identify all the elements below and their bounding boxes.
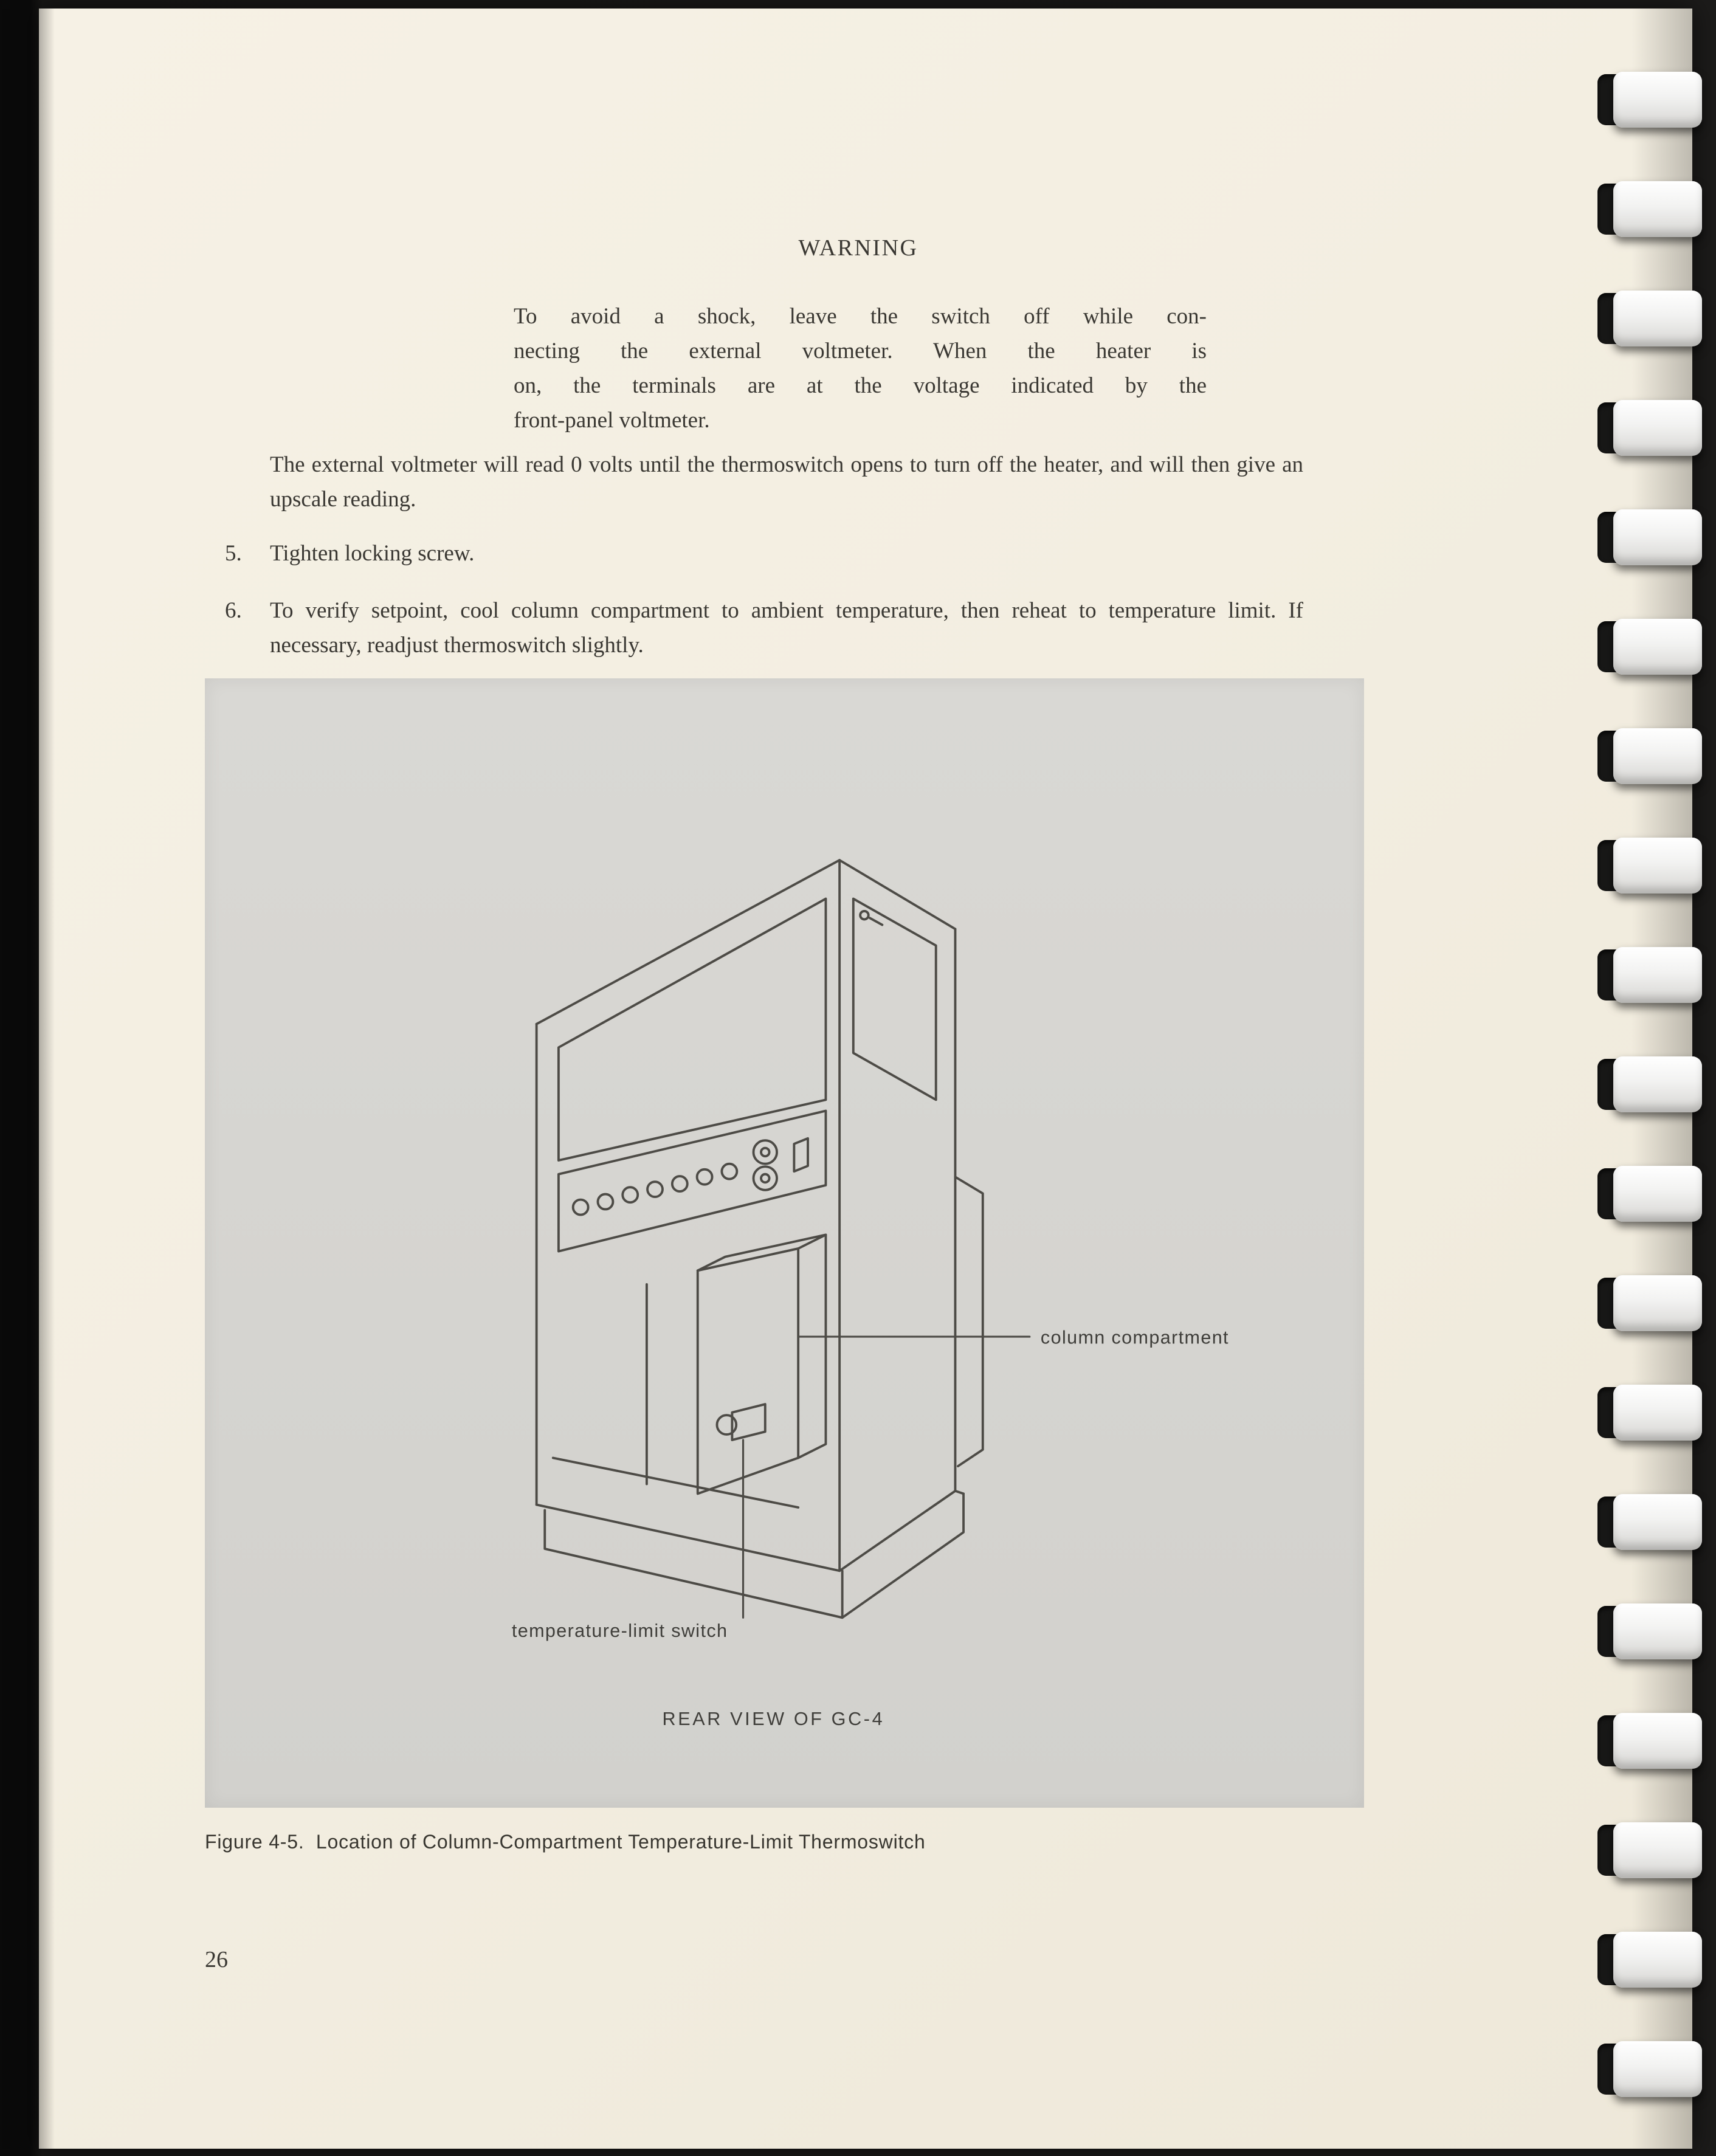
binding-tab bbox=[1613, 838, 1702, 894]
binding-loop bbox=[1597, 291, 1702, 346]
binding-loop bbox=[1597, 2041, 1702, 2097]
binding-loop bbox=[1597, 1056, 1702, 1112]
warning-line: To avoid a shock, leave the switch off while con- bbox=[514, 304, 1207, 329]
temperature-limit-switch-label: temperature-limit switch bbox=[511, 1620, 728, 1642]
step-item-6 bbox=[225, 593, 1368, 663]
binding-loop bbox=[1597, 72, 1702, 128]
step-text: Tighten locking screw. bbox=[270, 541, 475, 566]
binding-tab bbox=[1613, 1385, 1702, 1441]
warning-paragraph bbox=[514, 299, 1207, 438]
binding-tab bbox=[1613, 181, 1702, 237]
gc4-rear-view-drawing bbox=[205, 678, 1364, 1808]
rear-view-title: REAR VIEW OF GC-4 bbox=[662, 1709, 885, 1730]
binding-tab bbox=[1613, 1713, 1702, 1769]
binding-tab bbox=[1613, 1932, 1702, 1988]
binding-loop bbox=[1597, 728, 1702, 784]
binding-loop bbox=[1597, 1713, 1702, 1769]
cabinet-line-art bbox=[537, 860, 1030, 1617]
binding-loop bbox=[1597, 1275, 1702, 1331]
binding-loop bbox=[1597, 838, 1702, 894]
binding-tab bbox=[1613, 509, 1702, 565]
binding-loop bbox=[1597, 400, 1702, 456]
figure-labels bbox=[512, 1327, 1229, 1729]
warning-line: necting the external voltmeter. When the heater is bbox=[514, 339, 1207, 363]
binding-tab bbox=[1613, 1166, 1702, 1222]
body-paragraph bbox=[270, 447, 1364, 517]
binding-tab bbox=[1613, 728, 1702, 784]
body-paragraph-text: The external voltmeter will read 0 volts until the thermoswitch opens to turn off the heater, and will then give an upscale reading. bbox=[270, 452, 1303, 512]
binding-tab bbox=[1613, 291, 1702, 346]
binding-tab bbox=[1613, 1494, 1702, 1550]
warning-line: front-panel voltmeter. bbox=[514, 408, 710, 433]
binding-tab bbox=[1613, 1603, 1702, 1659]
binding-loop bbox=[1597, 509, 1702, 565]
manual-page bbox=[39, 9, 1692, 2149]
page-number: 26 bbox=[205, 1947, 228, 1972]
warning-heading: WARNING bbox=[798, 235, 918, 261]
binding-tab bbox=[1613, 947, 1702, 1003]
binding-tab bbox=[1613, 400, 1702, 456]
binding-loop bbox=[1597, 619, 1702, 675]
binding-tab bbox=[1613, 1275, 1702, 1331]
step-number: 6. bbox=[225, 598, 242, 623]
binding-loop bbox=[1597, 1932, 1702, 1988]
binding-loop bbox=[1597, 1494, 1702, 1550]
binding-loop bbox=[1597, 1166, 1702, 1222]
binding-tab bbox=[1613, 1056, 1702, 1112]
binding-loop bbox=[1597, 1385, 1702, 1441]
binding-loop bbox=[1597, 947, 1702, 1003]
step-item-5 bbox=[225, 536, 1368, 571]
binding-tab bbox=[1613, 1822, 1702, 1878]
binding-tab bbox=[1613, 2041, 1702, 2097]
binding-tab bbox=[1613, 619, 1702, 675]
step-number: 5. bbox=[225, 541, 242, 566]
figure-caption: Figure 4-5. Location of Column-Compartment Temperature-Limit Thermoswitch bbox=[205, 1831, 926, 1853]
step-text: To verify setpoint, cool column compartment to ambient temperature, then reheat to temperature limit. If necessary, readjust thermoswitch slightly. bbox=[270, 598, 1303, 658]
figure-panel bbox=[205, 678, 1364, 1808]
binding-loop bbox=[1597, 181, 1702, 237]
binding-loop bbox=[1597, 1603, 1702, 1659]
binding-rail bbox=[1597, 0, 1707, 2156]
column-compartment-label: column compartment bbox=[1040, 1327, 1229, 1348]
binding-loop bbox=[1597, 1822, 1702, 1878]
binding-tab bbox=[1613, 72, 1702, 128]
warning-line: on, the terminals are at the voltage indicated by the bbox=[514, 373, 1207, 398]
